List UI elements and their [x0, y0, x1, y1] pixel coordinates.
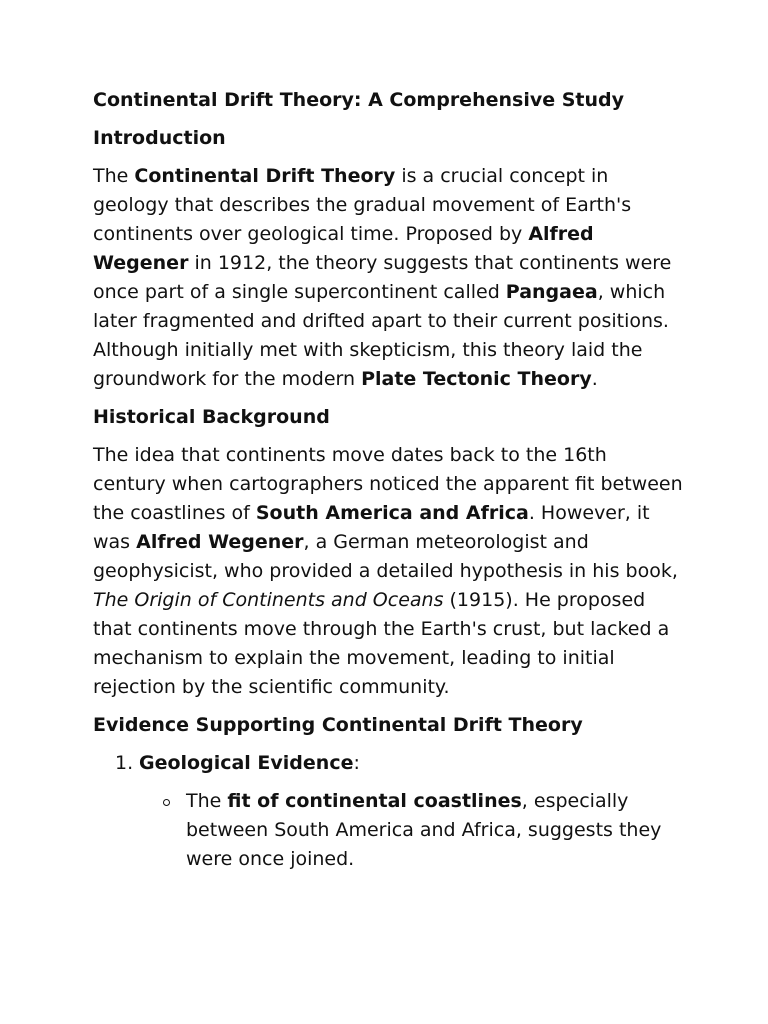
text-run: . However, it was [93, 502, 650, 553]
bold-term: Alfred Wegener [93, 223, 594, 274]
list-item-label: Geological Evidence [139, 752, 354, 774]
hollow-bullet-icon [163, 799, 170, 806]
document-title: Continental Drift Theory: A Comprehensive Study [93, 89, 624, 111]
historical-background-paragraph [93, 441, 683, 702]
bold-term: Continental Drift Theory [134, 165, 396, 187]
bold-term: Plate Tectonic Theory [361, 368, 592, 390]
list-item-number: 1. [115, 752, 134, 774]
text-run: , a German meteorologist and geophysicist, who provided a detailed hypothesis in his book, [93, 531, 678, 582]
book-title: The Origin of Continents and Oceans [93, 589, 444, 611]
text-run: The idea that continents move dates back to the 16th century when cartographers noticed the apparent fit between the coastlines of [93, 444, 683, 524]
bold-term: fit of continental coastlines [227, 790, 522, 812]
sublist-item [93, 787, 683, 874]
text-run: . [591, 368, 598, 390]
evidence-list [93, 749, 683, 778]
section-heading-evidence: Evidence Supporting Continental Drift Theory [93, 714, 583, 736]
list-item-suffix: : [353, 752, 360, 774]
list-item [93, 749, 683, 778]
section-heading-introduction: Introduction [93, 127, 226, 149]
evidence-sublist [93, 787, 683, 874]
text-run: , which later fragmented and drifted apart to their current positions. Although initially met with skepticism, this theory laid the groundwork for the modern [93, 281, 669, 390]
bold-term: South America and Africa [255, 502, 529, 524]
text-run: in 1912, the theory suggests that continents were once part of a single supercontinent called [93, 252, 672, 303]
text-run: , especially between South America and Africa, suggests they were once joined. [186, 790, 662, 870]
text-run: is a crucial concept in geology that describes the gradual movement of Earth's continents over geological time. Proposed by [93, 165, 632, 245]
text-run: (1915). He proposed that continents move through the Earth's crust, but lacked a mechanism to explain the movement, leading to initial rejection by the scientific community. [93, 589, 670, 698]
bold-term: Alfred Wegener [136, 531, 304, 553]
section-heading-historical-background: Historical Background [93, 406, 330, 428]
text-run: The [93, 165, 135, 187]
text-run: The [186, 790, 228, 812]
introduction-paragraph [93, 162, 683, 394]
bold-term: Pangaea [505, 281, 598, 303]
document-body [93, 86, 683, 883]
